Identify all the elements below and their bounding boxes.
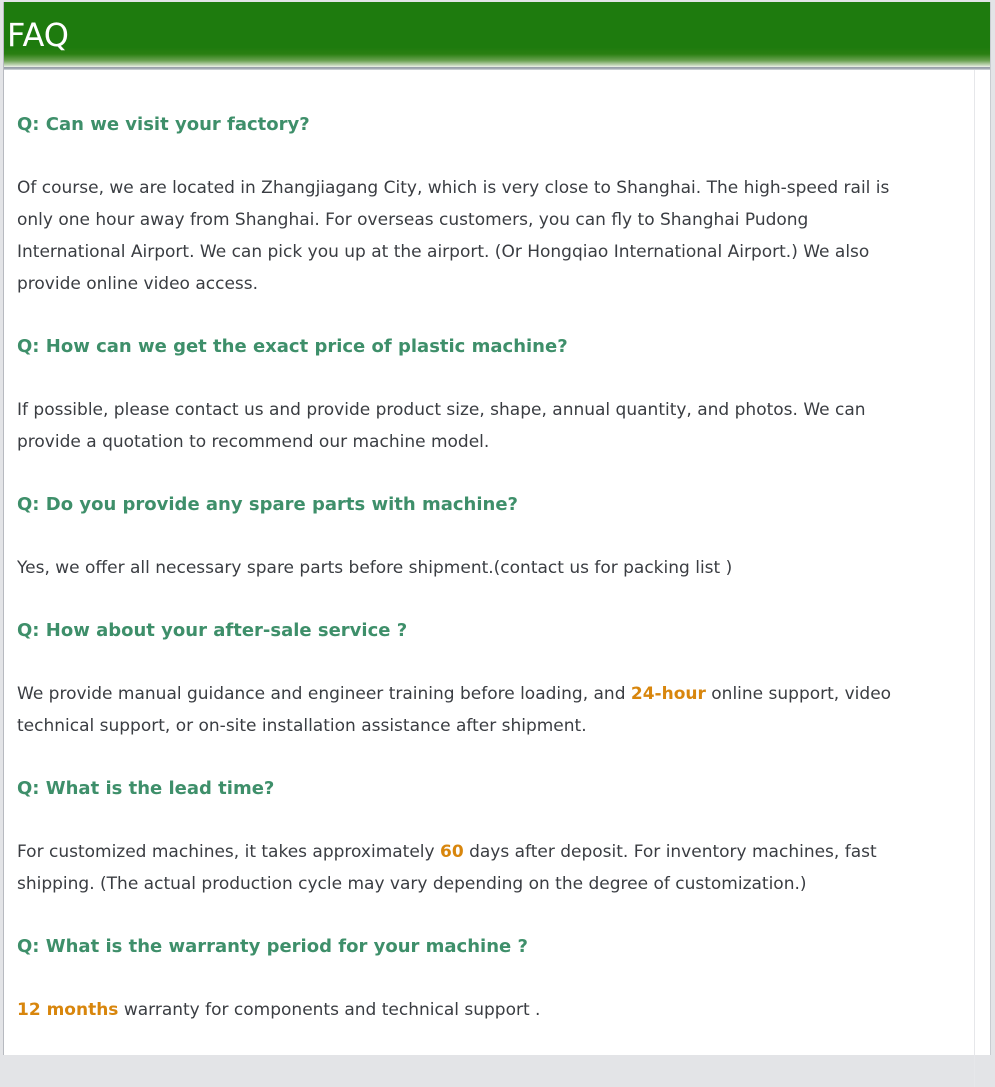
answer-text: International Airport. We can pick you up at the airport. (Or Hongqiao International Airport.) We also <box>17 242 870 262</box>
answer-text: provide a quotation to recommend our machine model. <box>17 432 490 452</box>
faq-answer <box>17 836 970 900</box>
answer-text: If possible, please contact us and provide product size, shape, annual quantity, and photos. We can <box>17 400 866 420</box>
answer-text: Yes, we offer all necessary spare parts before shipment.(contact us for packing list ) <box>17 558 733 578</box>
answer-highlight: 12 months <box>17 1000 119 1020</box>
answer-text: For customized machines, it takes approximately <box>17 842 440 862</box>
answer-highlight: 60 <box>440 842 464 862</box>
faq-answer <box>17 994 970 1026</box>
faq-content <box>4 70 975 1087</box>
faq-question: Q: Can we visit your factory? <box>17 114 310 135</box>
faq-item <box>17 931 970 1026</box>
faq-question: Q: How can we get the exact price of plastic machine? <box>17 336 568 357</box>
faq-item <box>17 615 970 742</box>
answer-text: only one hour away from Shanghai. For overseas customers, you can fly to Shanghai Pudong <box>17 210 809 230</box>
answer-text: days after deposit. For inventory machines, fast <box>463 842 877 862</box>
faq-answer <box>17 552 970 584</box>
answer-text: We provide manual guidance and engineer training before loading, and <box>17 684 631 704</box>
faq-item <box>17 109 970 300</box>
page-header <box>4 2 990 67</box>
page-title: FAQ <box>7 16 69 54</box>
faq-question: Q: Do you provide any spare parts with machine? <box>17 494 518 515</box>
faq-answer <box>17 678 970 742</box>
faq-item <box>17 773 970 900</box>
faq-question: Q: How about your after-sale service ? <box>17 620 408 641</box>
answer-text: Of course, we are located in Zhangjiagang City, which is very close to Shanghai. The high-speed rail is <box>17 178 890 198</box>
answer-text: warranty for components and technical support . <box>118 1000 541 1020</box>
faq-item <box>17 331 970 458</box>
faq-question: Q: What is the lead time? <box>17 778 275 799</box>
answer-text: shipping. (The actual production cycle may vary depending on the degree of customization.) <box>17 874 807 894</box>
faq-item <box>17 489 970 584</box>
answer-highlight: 24-hour <box>630 684 706 704</box>
page-container <box>3 2 991 1055</box>
faq-answer <box>17 394 970 458</box>
answer-text: online support, video <box>705 684 892 704</box>
faq-answer <box>17 172 970 300</box>
answer-text: provide online video access. <box>17 274 259 294</box>
faq-question: Q: What is the warranty period for your machine ? <box>17 936 528 957</box>
answer-text: technical support, or on-site installation assistance after shipment. <box>17 716 587 736</box>
